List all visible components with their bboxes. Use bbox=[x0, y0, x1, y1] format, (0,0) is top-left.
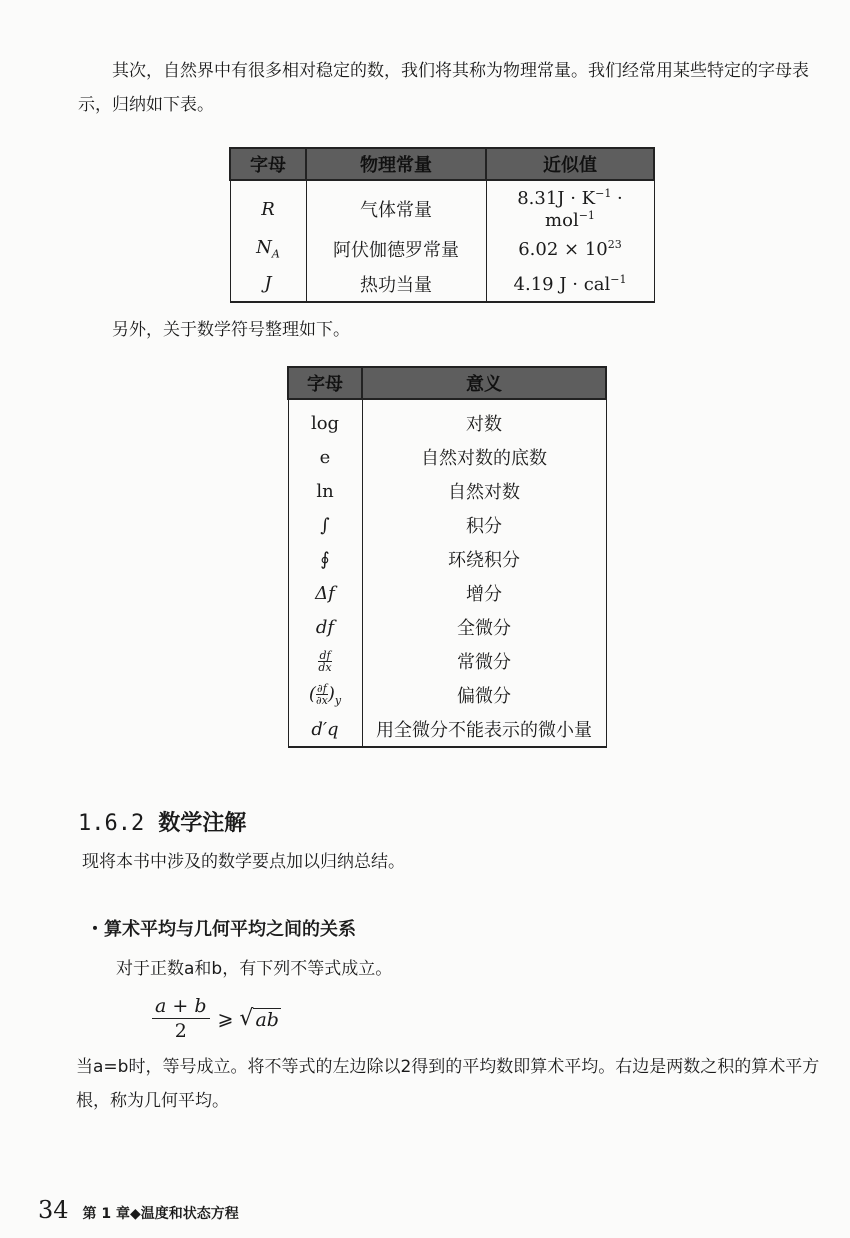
symbol-cell: df bbox=[288, 610, 362, 644]
meaning-cell: 增分 bbox=[362, 576, 606, 610]
section-intro: 现将本书中涉及的数学要点加以归纳总结。 bbox=[82, 852, 405, 872]
table-row bbox=[288, 406, 606, 440]
table-row bbox=[288, 440, 606, 474]
table-row bbox=[288, 474, 606, 508]
bullet-heading: ・算术平均与几何平均之间的关系 bbox=[86, 919, 356, 940]
math-intro: 另外，关于数学符号整理如下。 bbox=[112, 320, 350, 340]
value-cell: $8.31J \cdot K^{-1} \cdot mol^{-1}$ bbox=[486, 187, 654, 231]
formula-numerator: a + b bbox=[152, 994, 210, 1019]
symbol-cell: ( $\frac{\partial f}{\partial x}$ )$_y$ bbox=[288, 678, 362, 712]
intro-paragraph: 其次，自然界中有很多相对稳定的数，我们将其称为物理常量。我们经常用某些特定的字母表示，归纳如下表。 bbox=[78, 61, 809, 115]
symbol-cell: R bbox=[230, 187, 306, 231]
bullet-text: 对于正数a和b，有下列不等式成立。 bbox=[116, 959, 393, 979]
symbol-cell: log bbox=[288, 406, 362, 440]
symbol-cell: ∫ bbox=[288, 508, 362, 542]
name-cell: 气体常量 bbox=[306, 187, 486, 231]
meaning-cell: 积分 bbox=[362, 508, 606, 542]
meaning-cell: 自然对数的底数 bbox=[362, 440, 606, 474]
formula-fraction bbox=[152, 994, 210, 1043]
symbol-cell: ∮ bbox=[288, 542, 362, 576]
section-title: 数学注解 bbox=[158, 811, 247, 836]
constants-table bbox=[229, 147, 655, 303]
table-row bbox=[288, 678, 606, 712]
table-row bbox=[288, 644, 606, 678]
table-row bbox=[288, 542, 606, 576]
table-row bbox=[230, 231, 654, 266]
meaning-cell: 自然对数 bbox=[362, 474, 606, 508]
meaning-cell: 偏微分 bbox=[362, 678, 606, 712]
chapter-title: 第 1 章◆温度和状态方程 bbox=[82, 1206, 239, 1222]
meaning-cell: 对数 bbox=[362, 406, 606, 440]
table-row bbox=[230, 266, 654, 302]
page-number: 34 bbox=[38, 1196, 69, 1224]
symbol-cell: $\frac{df}{dx}$ bbox=[288, 644, 362, 678]
table-row bbox=[288, 576, 606, 610]
symbol-cell: $N_A$ bbox=[230, 231, 306, 266]
header-meaning: 意义 bbox=[362, 367, 606, 399]
radical-sign: √ bbox=[239, 1006, 254, 1031]
name-cell: 阿伏伽德罗常量 bbox=[306, 231, 486, 266]
meaning-cell: 环绕积分 bbox=[362, 542, 606, 576]
name-cell: 热功当量 bbox=[306, 266, 486, 302]
formula-relation: ⩾ bbox=[217, 1007, 234, 1030]
formula-denominator: 2 bbox=[174, 1020, 187, 1042]
symbol-cell: Δf bbox=[288, 576, 362, 610]
symbol-cell: J bbox=[230, 266, 306, 302]
symbol-cell: ln bbox=[288, 474, 362, 508]
table-row bbox=[230, 187, 654, 231]
header-constant: 物理常量 bbox=[306, 148, 486, 180]
meaning-cell: 全微分 bbox=[362, 610, 606, 644]
table-row bbox=[288, 508, 606, 542]
value-cell: 4.19 J · cal$^{-1}$ bbox=[486, 266, 654, 302]
header-letter: 字母 bbox=[288, 367, 362, 399]
value-cell: $6.02 \times 10^{23}$ bbox=[486, 231, 654, 266]
header-value: 近似值 bbox=[486, 148, 654, 180]
meaning-cell: 用全微分不能表示的微小量 bbox=[362, 712, 606, 747]
page-footer bbox=[38, 1196, 239, 1224]
formula-radicand: ab bbox=[255, 1009, 279, 1031]
meaning-cell: 常微分 bbox=[362, 644, 606, 678]
inequality-formula bbox=[152, 994, 281, 1043]
section-number: 1.6.2 bbox=[78, 811, 145, 836]
symbol-cell: e bbox=[288, 440, 362, 474]
section-heading bbox=[78, 806, 246, 837]
table-row bbox=[288, 610, 606, 644]
formula-sqrt bbox=[239, 1006, 281, 1031]
closing-paragraph: 当a=b时，等号成立。将不等式的左边除以2得到的平均数即算术平均。右边是两数之积的算术平方根，称为几何平均。 bbox=[76, 1057, 820, 1111]
math-symbols-table bbox=[287, 366, 607, 748]
symbol-cell: d′q bbox=[288, 712, 362, 747]
header-letter: 字母 bbox=[230, 148, 306, 180]
table-row bbox=[288, 712, 606, 747]
